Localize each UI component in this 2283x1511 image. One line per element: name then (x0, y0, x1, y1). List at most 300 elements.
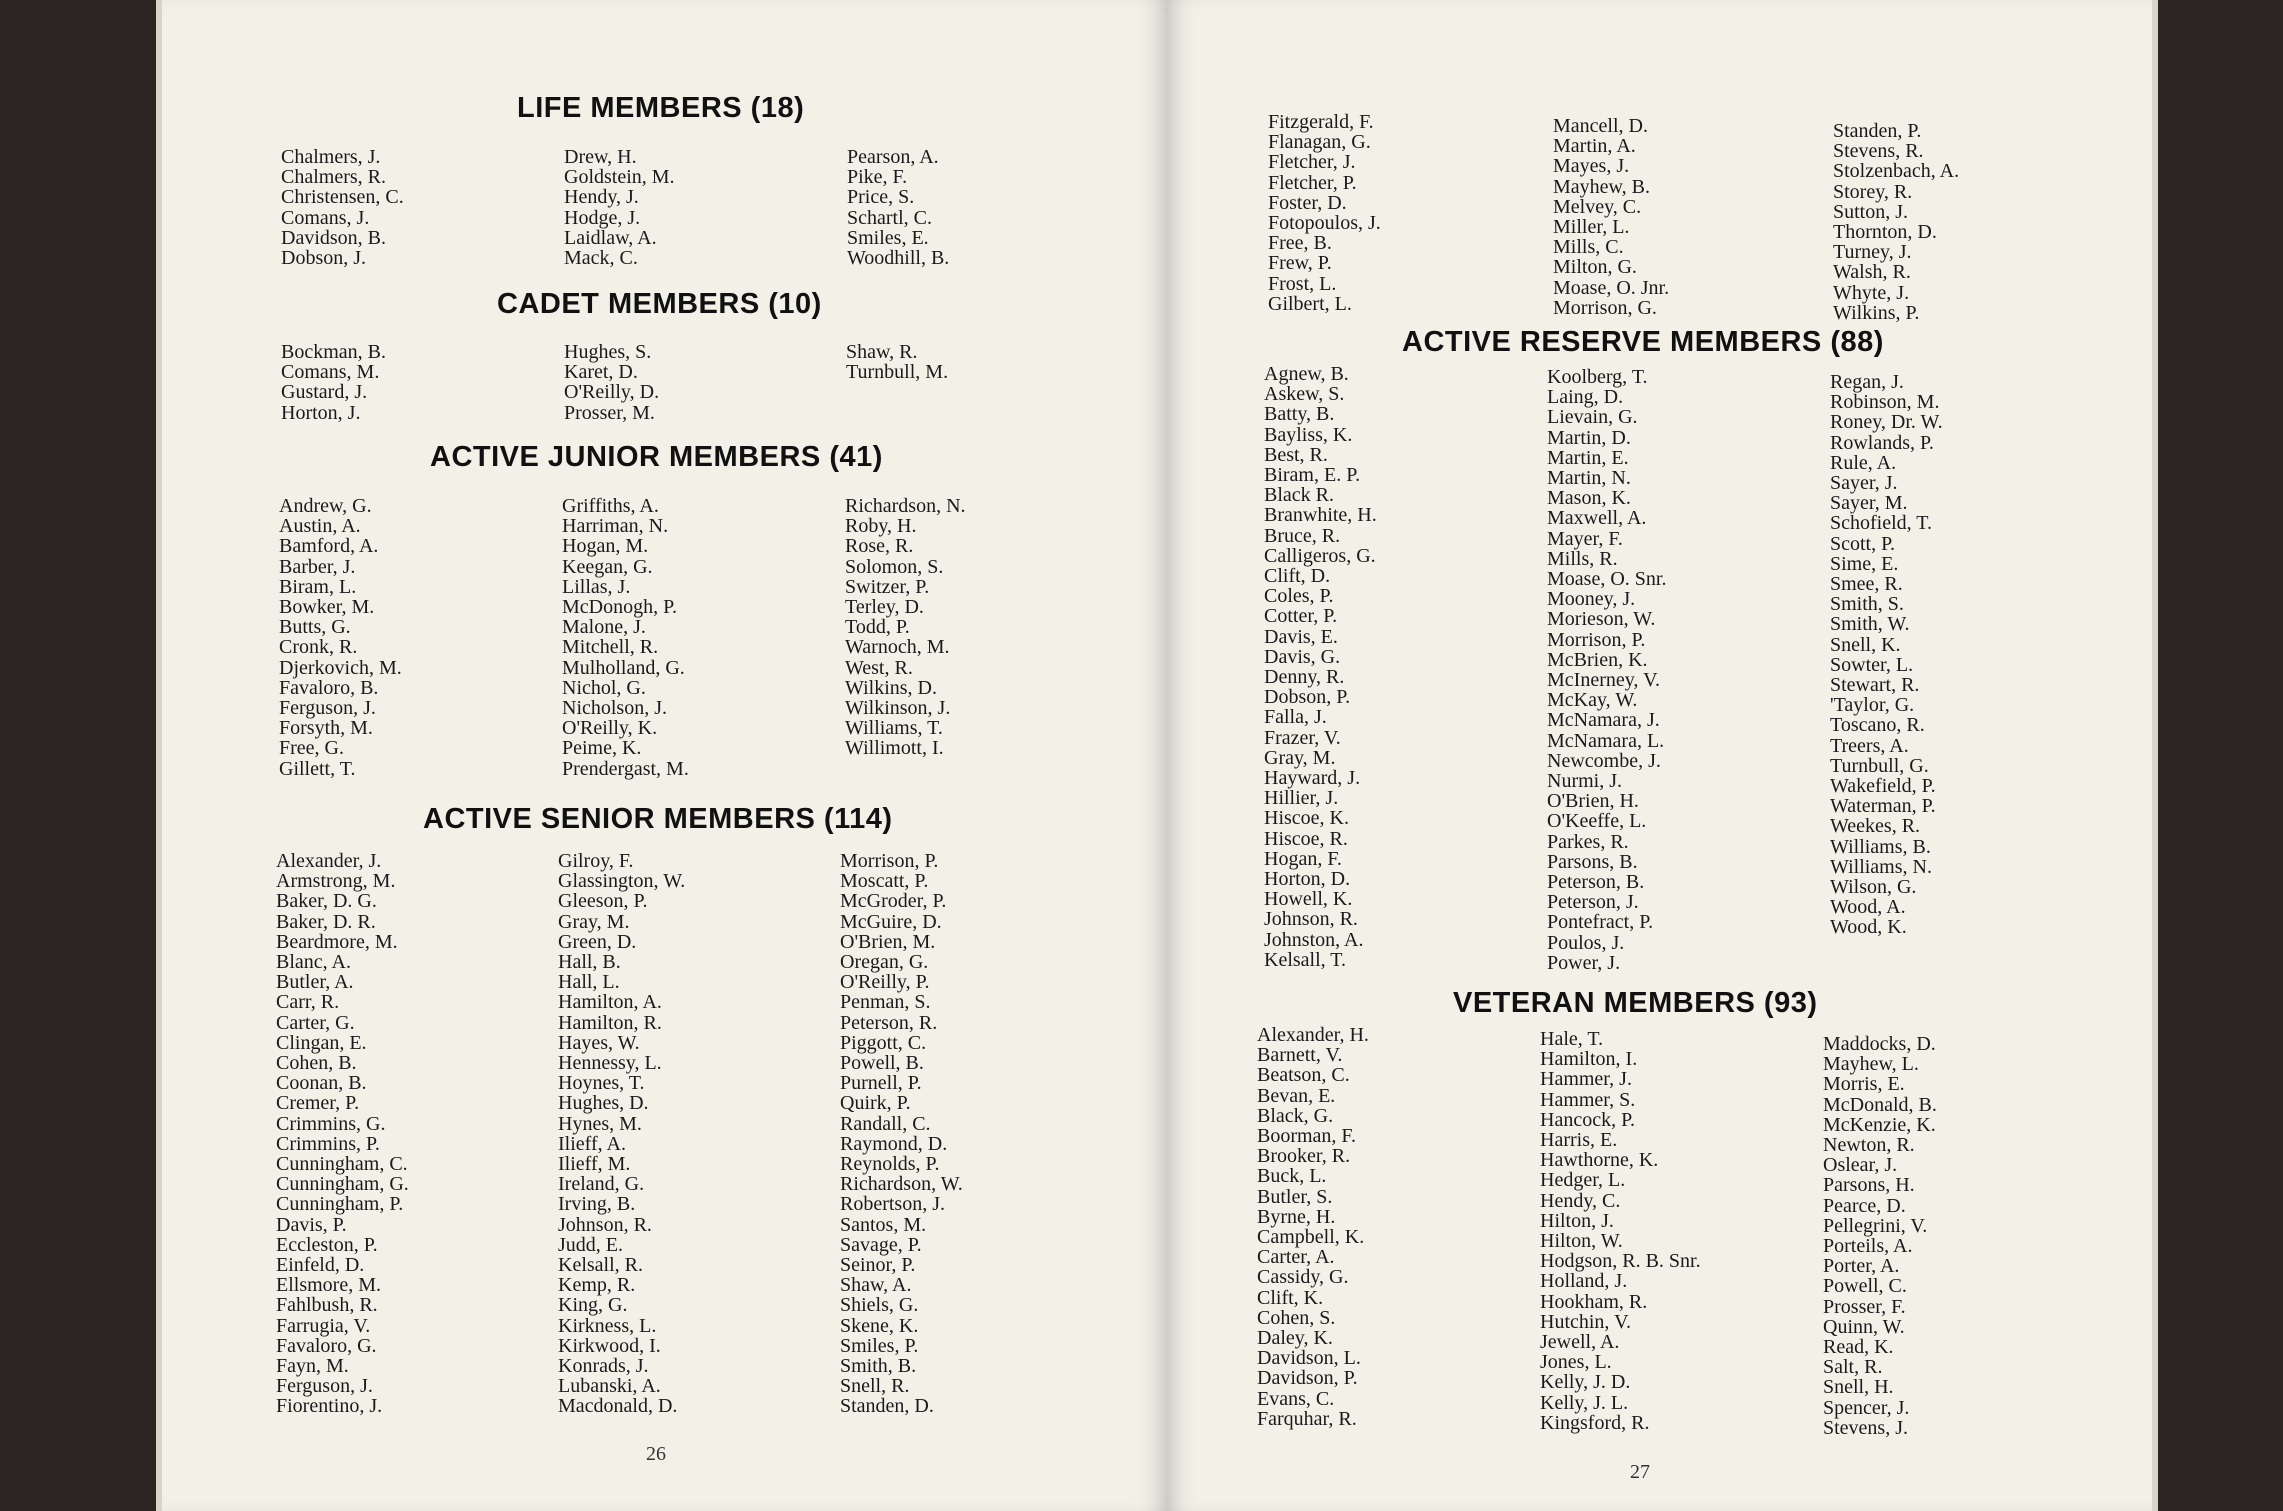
member-name: Drew, H. (564, 146, 637, 168)
member-name: Cremer, P. (276, 1092, 360, 1115)
member-name: Free, G. (279, 737, 344, 760)
member-name: Mayer, F. (1547, 527, 1623, 550)
member-name: Kelsall, R. (558, 1254, 643, 1277)
member-name: Hendy, J. (564, 186, 639, 209)
member-name: Cohen, S. (1257, 1306, 1336, 1329)
life-members-column-2 (564, 147, 675, 268)
member-name: Cunningham, P. (276, 1193, 404, 1216)
member-name: Best, R. (1264, 443, 1328, 466)
member-name: McKay, W. (1547, 689, 1638, 712)
member-name: Morrison, P. (1547, 628, 1646, 651)
member-name: Butler, A. (276, 971, 354, 994)
member-name: Parsons, H. (1823, 1174, 1915, 1197)
page-number-27: 27 (1630, 1461, 1650, 1483)
member-name: Spencer, J. (1823, 1396, 1910, 1419)
member-name: McNamara, J. (1547, 709, 1660, 732)
member-name: Milton, G. (1553, 256, 1637, 279)
member-name: Crimmins, G. (276, 1112, 386, 1135)
member-name: Smiles, E. (847, 226, 929, 249)
member-name: Mooney, J. (1547, 588, 1636, 611)
member-name: Hammer, S. (1540, 1088, 1636, 1111)
member-name: Boorman, F. (1257, 1125, 1356, 1148)
member-name: Mills, C. (1553, 236, 1624, 259)
member-name: Prendergast, M. (562, 757, 689, 780)
member-name: Pontefract, P. (1547, 911, 1654, 934)
member-name: Eccleston, P. (276, 1233, 378, 1256)
member-name: Powell, C. (1823, 1275, 1907, 1298)
member-name: O'Reilly, D. (564, 381, 660, 404)
member-name: Ireland, G. (558, 1173, 645, 1196)
member-name: Baker, D. G. (276, 890, 377, 913)
member-name: Piggott, C. (840, 1031, 927, 1054)
member-name: Howell, K. (1264, 888, 1353, 911)
member-name: Alexander, H. (1257, 1024, 1369, 1046)
member-name: Gilroy, F. (558, 850, 634, 872)
member-name: Pike, F. (847, 166, 908, 189)
member-name: Rose, R. (845, 535, 914, 558)
member-name: Hamilton, I. (1540, 1048, 1638, 1071)
member-name: Smee, R. (1830, 573, 1903, 596)
member-name: O'Reilly, K. (562, 717, 658, 740)
member-name: Waterman, P. (1830, 795, 1936, 818)
member-name: Barber, J. (279, 555, 356, 578)
member-name: Bayliss, K. (1264, 423, 1353, 446)
member-name: Hedger, L. (1540, 1169, 1626, 1192)
member-name: Kirkwood, I. (558, 1334, 661, 1357)
member-name: Melvey, C. (1553, 195, 1642, 218)
member-name: Johnston, A. (1264, 928, 1364, 951)
member-name: Lillas, J. (562, 575, 631, 598)
member-name: Cassidy, G. (1257, 1266, 1349, 1289)
member-name: Butts, G. (279, 616, 351, 639)
member-name: Hogan, F. (1264, 847, 1342, 870)
member-name: Walsh, R. (1833, 261, 1911, 284)
member-name: Fletcher, P. (1268, 171, 1357, 194)
member-name: Coonan, B. (276, 1072, 367, 1095)
member-name: Quinn, W. (1823, 1315, 1905, 1338)
member-name: Skene, K. (840, 1314, 919, 1337)
member-name: Williams, N. (1830, 855, 1932, 878)
continued-column-2 (1553, 116, 1669, 318)
member-name: Evans, C. (1257, 1387, 1335, 1410)
member-name: Favaloro, G. (276, 1334, 377, 1357)
member-name: Laing, D. (1547, 386, 1624, 409)
member-name: Peime, K. (562, 737, 642, 760)
member-name: Sutton, J. (1833, 200, 1909, 223)
member-name: Laidlaw, A. (564, 226, 657, 249)
member-name: Alexander, J. (276, 850, 382, 872)
member-name: Price, S. (847, 186, 915, 209)
member-name: Schofield, T. (1830, 512, 1933, 535)
member-name: Carter, G. (276, 1011, 355, 1034)
member-name: Roney, Dr. W. (1830, 411, 1943, 434)
member-name: Warnoch, M. (845, 636, 950, 659)
member-name: Wood, A. (1830, 896, 1906, 919)
member-name: Gustard, J. (281, 381, 368, 404)
member-name: Reynolds, P. (840, 1153, 940, 1176)
member-name: Hendy, C. (1540, 1189, 1621, 1212)
member-name: Robinson, M. (1830, 391, 1940, 414)
member-name: Green, D. (558, 930, 637, 953)
member-name: Martin, E. (1547, 446, 1629, 469)
member-name: Clift, D. (1264, 565, 1331, 588)
member-name: Jones, L. (1540, 1351, 1612, 1374)
member-name: Wilkins, P. (1833, 301, 1920, 324)
member-name: Kelsall, T. (1264, 948, 1347, 971)
member-name: Clift, K. (1257, 1286, 1324, 1309)
member-name: Horton, J. (281, 401, 361, 424)
member-name: Hughes, S. (564, 341, 652, 363)
member-name: Kingsford, R. (1540, 1411, 1650, 1434)
member-name: Davis, P. (276, 1213, 347, 1236)
member-name: Karet, D. (564, 361, 638, 384)
member-name: Wilkinson, J. (845, 697, 951, 720)
member-name: Austin, A. (279, 515, 361, 538)
member-name: Black R. (1264, 484, 1334, 507)
cadet-members-column-2 (564, 342, 659, 423)
member-name: Newton, R. (1823, 1134, 1915, 1157)
member-name: Biram, L. (279, 575, 357, 598)
member-name: Snell, H. (1823, 1376, 1894, 1399)
member-name: McDonogh, P. (562, 596, 678, 619)
member-name: Agnew, B. (1264, 363, 1349, 385)
member-name: Davidson, B. (281, 226, 386, 249)
member-name: West, R. (845, 656, 913, 679)
member-name: Macdonald, D. (558, 1395, 678, 1418)
member-name: Konrads, J. (558, 1355, 649, 1378)
member-name: Wood, K. (1830, 916, 1907, 939)
member-name: Mack, C. (564, 247, 638, 270)
member-name: Willimott, I. (845, 737, 944, 760)
member-name: Nichol, G. (562, 676, 646, 699)
member-name: Gray, M. (558, 910, 630, 933)
member-name: Frazer, V. (1264, 726, 1341, 749)
active-senior-column-1 (276, 851, 409, 1417)
page-number-26: 26 (646, 1443, 666, 1465)
member-name: Chalmers, J. (281, 146, 381, 168)
member-name: Stewart, R. (1830, 674, 1920, 697)
life-members-column-1 (281, 147, 404, 268)
member-name: Butler, S. (1257, 1185, 1333, 1208)
member-name: Blanc, A. (276, 951, 351, 974)
member-name: Keegan, G. (562, 555, 653, 578)
member-name: Malone, J. (562, 616, 646, 639)
member-name: Kemp, R. (558, 1274, 636, 1297)
member-name: Maxwell, A. (1547, 507, 1647, 530)
member-name: Martin, A. (1553, 135, 1636, 158)
member-name: Daley, K. (1257, 1327, 1333, 1350)
member-name: Mayes, J. (1553, 155, 1630, 178)
member-name: Mayhew, B. (1553, 175, 1651, 198)
member-name: Hodge, J. (564, 206, 641, 229)
member-name: Roby, H. (845, 515, 917, 538)
member-name: Crimmins, P. (276, 1132, 380, 1155)
member-name: Christensen, C. (281, 186, 404, 209)
member-name: O'Brien, H. (1547, 790, 1639, 813)
member-name: Hogan, M. (562, 535, 649, 558)
member-name: Morrison, G. (1553, 296, 1657, 319)
member-name: Woodhill, B. (847, 247, 950, 270)
member-name: Thornton, D. (1833, 221, 1937, 244)
member-name: Penman, S. (840, 991, 931, 1014)
member-name: Newcombe, J. (1547, 749, 1661, 772)
member-name: Campbell, K. (1257, 1226, 1365, 1249)
member-name: Stevens, J. (1823, 1416, 1908, 1439)
member-name: Peterson, B. (1547, 871, 1645, 894)
member-name: Wilkins, D. (845, 676, 937, 699)
member-name: Frew, P. (1268, 252, 1332, 275)
member-name: Davidson, P. (1257, 1367, 1358, 1390)
member-name: Pearson, A. (847, 146, 939, 168)
member-name: Ellsmore, M. (276, 1274, 381, 1297)
member-name: Standen, D. (840, 1395, 934, 1418)
member-name: 'Taylor, G. (1830, 694, 1915, 717)
member-name: Carr, R. (276, 991, 340, 1014)
member-name: Raymond, D. (840, 1132, 948, 1155)
member-name: Smith, S. (1830, 593, 1904, 616)
member-name: Smiles, P. (840, 1334, 919, 1357)
member-name: Hilton, W. (1540, 1230, 1623, 1253)
member-name: Santos, M. (840, 1213, 927, 1236)
member-name: Andrew, G. (279, 495, 372, 517)
member-name: Hawthorne, K. (1540, 1149, 1659, 1172)
member-name: Gilbert, L. (1268, 292, 1352, 315)
member-name: Armstrong, M. (276, 870, 396, 893)
member-name: King, G. (558, 1294, 628, 1317)
member-name: Flanagan, G. (1268, 131, 1371, 154)
member-name: Robertson, J. (840, 1193, 945, 1216)
member-name: Solomon, S. (845, 555, 944, 578)
continued-column-1 (1268, 112, 1381, 314)
member-name: Ilieff, A. (558, 1132, 626, 1155)
member-name: Moase, O. Jnr. (1553, 276, 1670, 299)
member-name: O'Brien, M. (840, 930, 936, 953)
member-name: Einfeld, D. (276, 1254, 365, 1277)
member-name: Fayn, M. (276, 1355, 349, 1378)
member-name: Coles, P. (1264, 585, 1334, 608)
member-name: Rowlands, P. (1830, 431, 1934, 454)
member-name: Cohen, B. (276, 1052, 357, 1075)
member-name: Pearce, D. (1823, 1194, 1906, 1217)
member-name: Hamilton, A. (558, 991, 662, 1014)
member-name: Cunningham, C. (276, 1153, 408, 1176)
member-name: Djerkovich, M. (279, 656, 402, 679)
member-name: Poulos, J. (1547, 931, 1625, 954)
member-name: Wakefield, P. (1830, 775, 1936, 798)
member-name: Baker, D. R. (276, 910, 376, 933)
member-name: Toscano, R. (1830, 714, 1925, 737)
member-name: Turnbull, M. (846, 361, 949, 384)
member-name: Kelly, J. D. (1540, 1371, 1631, 1394)
member-name: Moscatt, P. (840, 870, 929, 893)
member-name: Chalmers, R. (281, 166, 386, 189)
member-name: Seinor, P. (840, 1254, 916, 1277)
member-name: Peterson, J. (1547, 891, 1639, 914)
member-name: Griffiths, A. (562, 495, 659, 517)
veteran-column-1 (1257, 1025, 1369, 1429)
member-name: Brooker, R. (1257, 1145, 1351, 1168)
member-name: Powell, B. (840, 1052, 924, 1075)
member-name: Smith, B. (840, 1355, 917, 1378)
member-name: Holland, J. (1540, 1270, 1628, 1293)
member-name: Dobson, P. (1264, 686, 1351, 709)
member-name: Hynes, M. (558, 1112, 642, 1135)
member-name: Farquhar, R. (1257, 1407, 1357, 1430)
member-name: Ferguson, J. (276, 1375, 373, 1398)
member-name: Porter, A. (1823, 1255, 1900, 1278)
member-name: Fahlbush, R. (276, 1294, 378, 1317)
section-heading-veteran-members: VETERAN MEMBERS (93) (1453, 987, 1818, 1019)
member-name: Davis, E. (1264, 625, 1338, 648)
member-name: Mulholland, G. (562, 656, 685, 679)
member-name: Power, J. (1547, 951, 1621, 974)
member-name: Hiscoe, K. (1264, 807, 1349, 830)
member-name: Richardson, W. (840, 1173, 963, 1196)
member-name: Hiscoe, R. (1264, 827, 1348, 850)
member-name: O'Reilly, P. (840, 971, 930, 994)
life-members-column-3 (847, 147, 949, 268)
member-name: Calligeros, G. (1264, 544, 1376, 567)
member-name: Turnbull, G. (1830, 754, 1929, 777)
member-name: Farrugia, V. (276, 1314, 371, 1337)
member-name: Horton, D. (1264, 868, 1351, 891)
member-name: Forsyth, M. (279, 717, 373, 740)
member-name: Standen, P. (1833, 120, 1922, 142)
member-name: Batty, B. (1264, 403, 1335, 426)
member-name: Ferguson, J. (279, 697, 376, 720)
member-name: Gleeson, P. (558, 890, 648, 913)
member-name: Stevens, R. (1833, 140, 1924, 163)
member-name: Glassington, W. (558, 870, 686, 893)
member-name: Lievain, G. (1547, 406, 1638, 429)
member-name: McGuire, D. (840, 910, 942, 933)
member-name: Richardson, N. (845, 495, 966, 517)
member-name: Hilton, J. (1540, 1209, 1614, 1232)
member-name: Parsons, B. (1547, 850, 1638, 873)
member-name: Savage, P. (840, 1233, 922, 1256)
member-name: Todd, P. (845, 616, 910, 639)
member-name: Porteils, A. (1823, 1235, 1913, 1258)
member-name: Fitzgerald, F. (1268, 111, 1374, 133)
member-name: Kirkness, L. (558, 1314, 657, 1337)
member-name: Goldstein, M. (564, 166, 675, 189)
active-reserve-column-2 (1547, 367, 1666, 973)
member-name: McGroder, P. (840, 890, 947, 913)
member-name: Nicholson, J. (562, 697, 667, 720)
member-name: Randall, C. (840, 1112, 931, 1135)
member-name: McNamara, L. (1547, 729, 1665, 752)
active-reserve-column-1 (1264, 364, 1377, 970)
member-name: Bowker, M. (279, 596, 375, 619)
section-heading-life-members: LIFE MEMBERS (18) (517, 92, 805, 124)
member-name: Frost, L. (1268, 272, 1337, 295)
member-name: Quirk, P. (840, 1092, 911, 1115)
member-name: Hutchin, V. (1540, 1310, 1631, 1333)
member-name: Sime, E. (1830, 552, 1899, 575)
active-junior-column-2 (562, 496, 689, 779)
veteran-column-2 (1540, 1029, 1701, 1433)
active-senior-column-2 (558, 851, 685, 1417)
member-name: Mayhew, L. (1823, 1053, 1919, 1076)
member-name: Regan, J. (1830, 371, 1904, 393)
member-name: Prosser, F. (1823, 1295, 1906, 1318)
active-senior-column-3 (840, 851, 963, 1417)
member-name: Foster, D. (1268, 191, 1347, 214)
member-name: Snell, K. (1830, 633, 1901, 656)
member-name: Hamilton, R. (558, 1011, 662, 1034)
cadet-members-column-3 (846, 342, 948, 382)
member-name: Peterson, R. (840, 1011, 938, 1034)
member-name: Moase, O. Snr. (1547, 568, 1667, 591)
right-page-edge (2152, 0, 2158, 1511)
member-name: Koolberg, T. (1547, 366, 1648, 388)
member-name: Davis, G. (1264, 645, 1341, 668)
member-name: Fletcher, J. (1268, 151, 1356, 174)
member-name: Cotter, P. (1264, 605, 1338, 628)
member-name: Hall, B. (558, 951, 621, 974)
member-name: McKenzie, K. (1823, 1113, 1936, 1136)
member-name: Stolzenbach, A. (1833, 160, 1960, 183)
member-name: McInerney, V. (1547, 669, 1660, 692)
member-name: Davidson, L. (1257, 1347, 1361, 1370)
active-junior-column-1 (279, 496, 402, 779)
member-name: Fotopoulos, J. (1268, 212, 1381, 235)
member-name: Snell, R. (840, 1375, 910, 1398)
member-name: Bockman, B. (281, 341, 386, 363)
member-name: Turney, J. (1833, 241, 1912, 264)
member-name: Carter, A. (1257, 1246, 1335, 1269)
member-name: Harriman, N. (562, 515, 669, 538)
member-name: Denny, R. (1264, 666, 1345, 689)
member-name: Harris, E. (1540, 1129, 1618, 1152)
member-name: Hale, T. (1540, 1028, 1604, 1050)
member-name: Hookham, R. (1540, 1290, 1648, 1313)
member-name: McDonald, B. (1823, 1093, 1937, 1116)
member-name: Gillett, T. (279, 757, 356, 780)
active-junior-column-3 (845, 496, 966, 759)
member-name: Johnson, R. (558, 1213, 652, 1236)
member-name: Comans, M. (281, 361, 380, 384)
member-name: Purnell, P. (840, 1072, 922, 1095)
member-name: Gray, M. (1264, 746, 1336, 769)
member-name: Whyte, J. (1833, 281, 1910, 304)
member-name: Cunningham, G. (276, 1173, 409, 1196)
member-name: Pellegrini, V. (1823, 1214, 1928, 1237)
member-name: Williams, B. (1830, 835, 1931, 858)
member-name: Sayer, J. (1830, 472, 1898, 495)
section-heading-active-senior-members: ACTIVE SENIOR MEMBERS (114) (423, 803, 893, 835)
member-name: Lubanski, A. (558, 1375, 661, 1398)
member-name: Oslear, J. (1823, 1154, 1898, 1177)
member-name: Jewell, A. (1540, 1331, 1620, 1354)
member-name: O'Keeffe, L. (1547, 810, 1647, 833)
member-name: Hancock, P. (1540, 1108, 1635, 1131)
member-name: Treers, A. (1830, 734, 1909, 757)
member-name: Morieson, W. (1547, 608, 1656, 631)
member-name: Free, B. (1268, 232, 1332, 255)
member-name: Beatson, C. (1257, 1064, 1350, 1087)
member-name: McBrien, K. (1547, 648, 1648, 671)
member-name: Terley, D. (845, 596, 924, 619)
member-name: Oregan, G. (840, 951, 929, 974)
member-name: Judd, E. (558, 1233, 623, 1256)
member-name: Hughes, D. (558, 1092, 649, 1115)
section-heading-active-reserve-members: ACTIVE RESERVE MEMBERS (88) (1402, 326, 1884, 358)
member-name: Barnett, V. (1257, 1044, 1343, 1067)
member-name: Morris, E. (1823, 1073, 1905, 1096)
member-name: Branwhite, H. (1264, 504, 1377, 527)
member-name: Hennessy, L. (558, 1052, 662, 1075)
